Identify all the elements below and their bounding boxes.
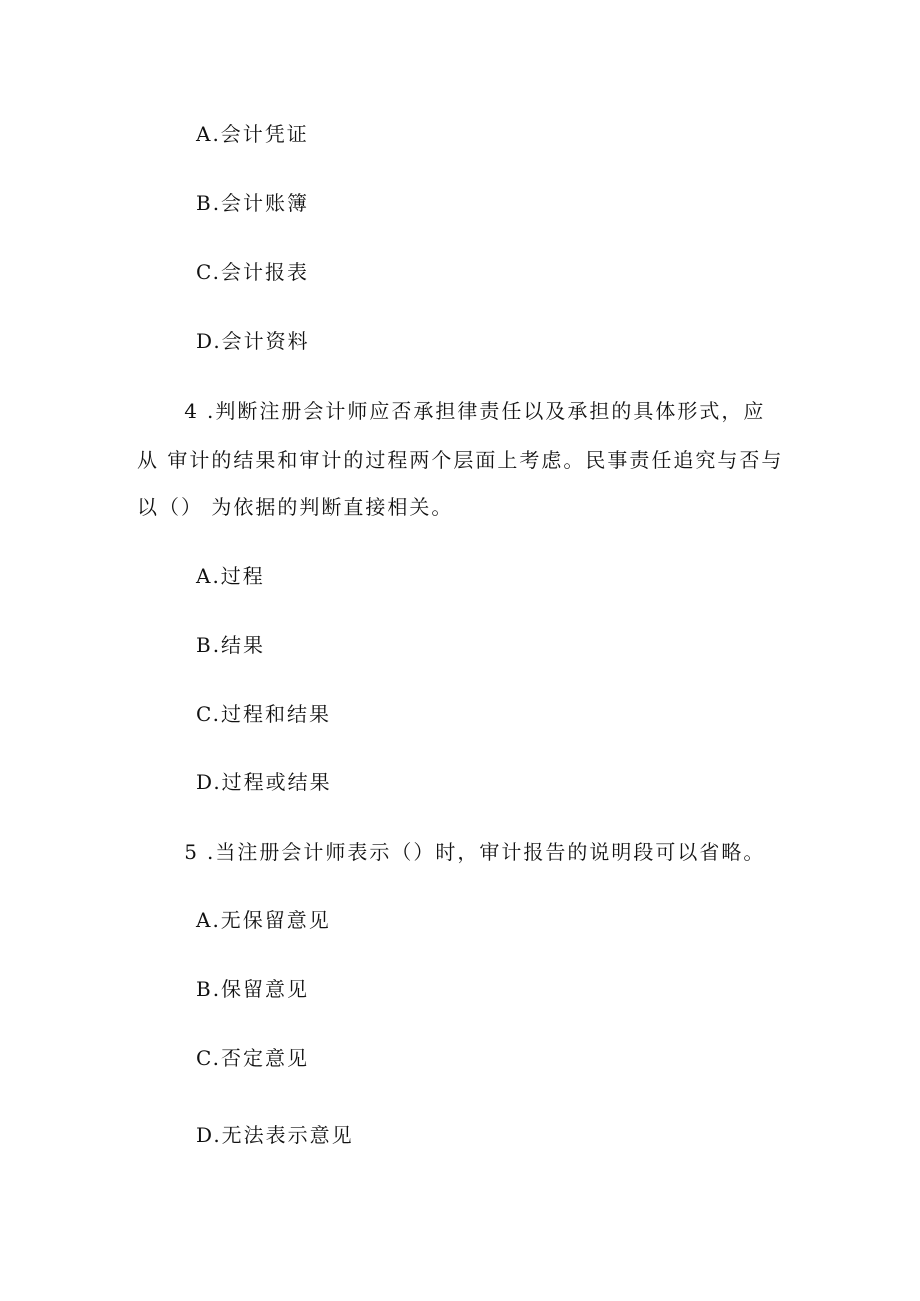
question-5-line-1 [137, 839, 765, 865]
option-a: A.会计凭证 [196, 122, 309, 146]
option-d: D.无法表示意见 [196, 1123, 354, 1147]
option-b: B.结果 [196, 633, 266, 657]
option-b: B.保留意见 [196, 977, 310, 1001]
option-d: D.过程或结果 [196, 770, 332, 794]
option-b: B.会计账簿 [196, 191, 310, 215]
option-c: C.过程和结果 [196, 702, 331, 726]
question-4-line-2: 从 审计的结果和审计的过程两个层面上考虑。民事责任追究与否与 [137, 448, 784, 472]
option-a: A.过程 [196, 564, 265, 588]
option-c: C.否定意见 [196, 1046, 309, 1070]
question-4-line-3: 以（） 为依据的判断直接相关。 [137, 495, 454, 519]
option-a: A.无保留意见 [196, 908, 331, 932]
question-5-number: 5 [184, 840, 199, 864]
option-c: C.会计报表 [196, 260, 309, 284]
question-5-text-1: .当注册会计师表示（）时，审计报告的说明段可以省略。 [207, 840, 766, 864]
question-4-line-1 [137, 398, 765, 424]
question-4-number: 4 [184, 399, 199, 423]
option-d: D.会计资料 [196, 329, 310, 353]
question-4-text-1: .判断注册会计师应否承担律责任以及承担的具体形式，应 [207, 399, 766, 423]
